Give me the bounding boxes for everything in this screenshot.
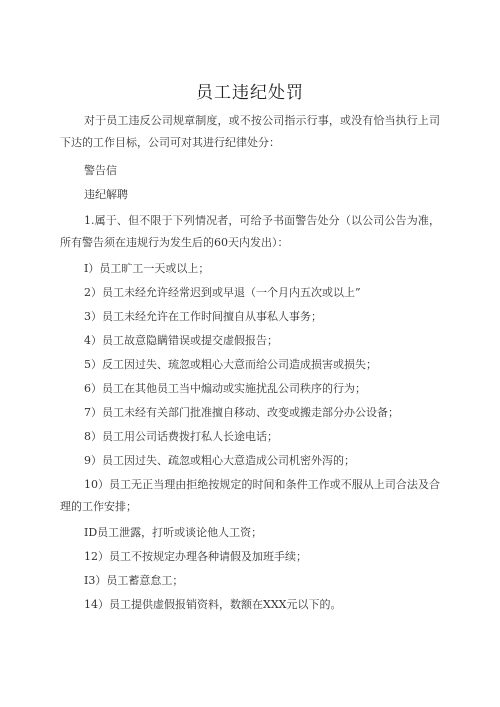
intro-paragraph: 对于员工违反公司规章制度，或不按公司指示行事，或没有恰当执行上司下达的工作目标，公司可对其进行纪律处分： xyxy=(60,114,440,149)
list-item: 9）员工因过失、疏忽或粗心大意造成公司机密外泻的； xyxy=(84,454,355,467)
list-item: 10）员工无正当理由拒绝按规定的时间和条件工作或不服从上司合法及合理的工作安排； xyxy=(60,478,440,513)
list-item: 8）员工用公司话费拨打私人长途电话； xyxy=(84,430,278,443)
list-item: 2）员工未经允许经常迟到或早退（一个月内五次或以上” xyxy=(84,286,361,299)
list-item: I）员工旷工一天或以上； xyxy=(84,262,210,275)
page-title: 员工违纪处罚 xyxy=(196,83,304,103)
list-item: 5）反工因过失、琉忽或粗心大意而给公司造成损害或损失； xyxy=(84,358,377,371)
clause-1-paragraph: 1.属于、但不限于下列情况者，可给予书面警告处分（以公司公告为准，所有警告须在违规行为发生后的60天内发出）： xyxy=(60,214,440,249)
list-item: 3）员工未经允许在工作时间擅自从事私人事务； xyxy=(84,310,322,323)
heading-warning: 警告信 xyxy=(84,164,117,177)
list-item: 14）员工提供虚假报销资料，数额在XXX元以下的。 xyxy=(84,598,342,611)
list-item: 6）员工在其他员工当中煽动或实施扰乱公司秩序的行为； xyxy=(84,382,366,395)
list-item: 4）员工故意隐瞒错误或提交虚假报告； xyxy=(84,334,278,347)
list-item: 7）员工未经有关部门批准擅自移动、改变或搬走部分办公设备； xyxy=(84,406,399,419)
list-item: ID员工泄露，打听或谈论他人工资； xyxy=(84,526,263,539)
heading-dismissal: 违纪解聘 xyxy=(84,188,128,201)
list-item: I3）员工蓄意怠工； xyxy=(84,574,184,587)
list-item: 12）员工不按规定办理各种请假及加班手续； xyxy=(84,550,307,563)
